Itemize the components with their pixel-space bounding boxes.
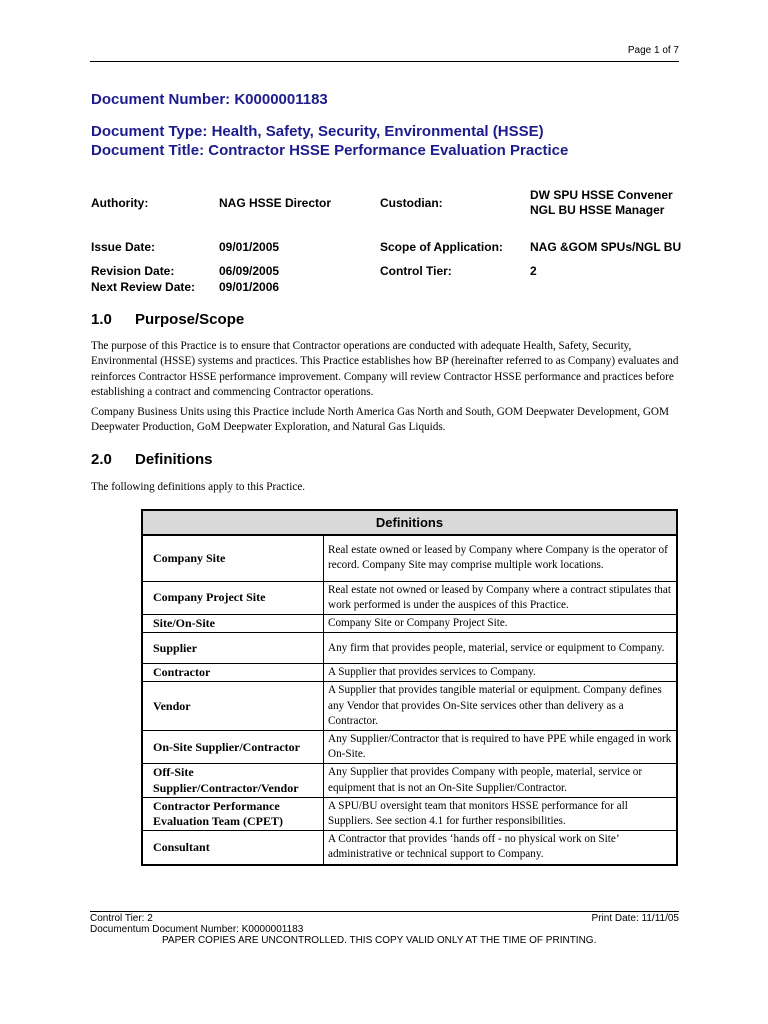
- revision-date-value: 06/09/2005: [219, 264, 280, 278]
- table-row: [142, 535, 677, 581]
- definition-text: Any firm that provides people, material, service or equipment to Company.: [324, 633, 678, 664]
- definition-text: Real estate owned or leased by Company where Company is the operator of record. Company Site may comprise multiple work locations.: [324, 535, 678, 581]
- next-review-label: Next Review Date:: [91, 280, 196, 294]
- definition-term: Consultant: [142, 831, 324, 865]
- control-tier-value: 2: [530, 264, 537, 278]
- table-row: [142, 797, 677, 830]
- document-number: Document Number: K0000001183: [91, 91, 328, 108]
- authority-value: NAG HSSE Director: [219, 196, 332, 210]
- definition-text: Any Supplier that provides Company with people, material, service or equipment that is not an On-Site Supplier/Contractor.: [324, 764, 678, 797]
- definition-term: Company Site: [142, 535, 324, 581]
- table-row: [142, 730, 677, 763]
- authority-label: Authority:: [91, 196, 149, 210]
- definition-text: Real estate not owned or leased by Company where a contract stipulates that work performed is under the auspices of this Practice.: [324, 581, 678, 614]
- purpose-paragraph-1: The purpose of this Practice is to ensure that Contractor operations are conducted with adequate Health, Safety, Security, Environmental (HSSE) systems and practices. This Practice establishes how BP (hereinafter referred to as Company) evaluates and reinforces Contractor HSSE performance improvement. Company will review Contractor HSSE performance and practices before establishing a contract and commencing Contractor operations.: [91, 340, 679, 398]
- header-rule: [90, 61, 679, 62]
- control-tier-label: Control Tier:: [380, 264, 452, 278]
- footer-print-date: Print Date: 11/11/05: [591, 913, 679, 924]
- definition-term: On-Site Supplier/Contractor: [142, 730, 324, 763]
- issue-date-label: Issue Date:: [91, 240, 156, 254]
- page-number: Page 1 of 7: [627, 45, 679, 56]
- footer-notice: PAPER COPIES ARE UNCONTROLLED. THIS COPY VALID ONLY AT THE TIME OF PRINTING.: [162, 935, 597, 946]
- custodian-value-2: NGL BU HSSE Manager: [530, 203, 665, 217]
- table-header-row: [142, 510, 677, 535]
- definition-text: A Contractor that provides ‘hands off - no physical work on Site’ administrative or technical support to Company.: [324, 831, 678, 865]
- custodian-value-1: DW SPU HSSE Convener: [530, 188, 673, 202]
- definitions-intro: The following definitions apply to this Practice.: [91, 481, 306, 493]
- section-number: 2.0: [91, 451, 112, 468]
- definition-term: Site/On-Site: [142, 614, 324, 632]
- footer-control-tier: Control Tier: 2: [90, 913, 153, 924]
- section-title: Definitions: [135, 451, 213, 468]
- table-row: [142, 581, 677, 614]
- definition-text: Any Supplier/Contractor that is required to have PPE while engaged in work On-Site.: [324, 730, 678, 763]
- scope-label: Scope of Application:: [380, 240, 503, 254]
- table-header: Definitions: [142, 510, 677, 535]
- issue-date-value: 09/01/2005: [219, 240, 280, 254]
- definition-text: A Supplier that provides tangible material or equipment. Company defines any Vendor that provides On-Site services other than delivery as a Contractor.: [324, 682, 678, 731]
- footer-documentum-number: Documentum Document Number: K0000001183: [90, 924, 304, 935]
- custodian-label: Custodian:: [380, 196, 443, 210]
- definition-text: A Supplier that provides services to Company.: [324, 664, 678, 682]
- revision-date-label: Revision Date:: [91, 264, 175, 278]
- footer-rule: [90, 911, 679, 912]
- table-row: [142, 664, 677, 682]
- table-row: [142, 764, 677, 797]
- table-row: [142, 831, 677, 865]
- table-body: [142, 535, 677, 865]
- definition-term: Contractor Performance Evaluation Team (CPET): [142, 797, 324, 830]
- definition-term: Off-Site Supplier/Contractor/Vendor: [142, 764, 324, 797]
- table-row: [142, 614, 677, 632]
- section-heading-purpose: [91, 311, 244, 328]
- document-type: Document Type: Health, Safety, Security, Environmental (HSSE): [91, 123, 544, 140]
- definition-term: Contractor: [142, 664, 324, 682]
- scope-value: NAG &GOM SPUs/NGL BU: [530, 240, 682, 254]
- definition-text: A SPU/BU oversight team that monitors HSSE performance for all Suppliers. See section 4.1 for further responsibilities.: [324, 797, 678, 830]
- table-row: [142, 682, 677, 731]
- definition-term: Vendor: [142, 682, 324, 731]
- section-heading-definitions: [91, 451, 213, 468]
- definition-term: Company Project Site: [142, 581, 324, 614]
- definitions-table: [141, 509, 678, 866]
- next-review-value: 09/01/2006: [219, 280, 280, 294]
- table-row: [142, 633, 677, 664]
- definition-term: Supplier: [142, 633, 324, 664]
- purpose-paragraph-2: Company Business Units using this Practice include North America Gas North and South, GOM Deepwater Development, GOM Deepwater Production, GoM Deepwater Exploration, and Natural Gas Liquids.: [91, 406, 669, 434]
- document-title: Document Title: Contractor HSSE Performance Evaluation Practice: [91, 142, 569, 159]
- definition-text: Company Site or Company Project Site.: [324, 614, 678, 632]
- section-number: 1.0: [91, 311, 112, 328]
- section-title: Purpose/Scope: [135, 311, 245, 328]
